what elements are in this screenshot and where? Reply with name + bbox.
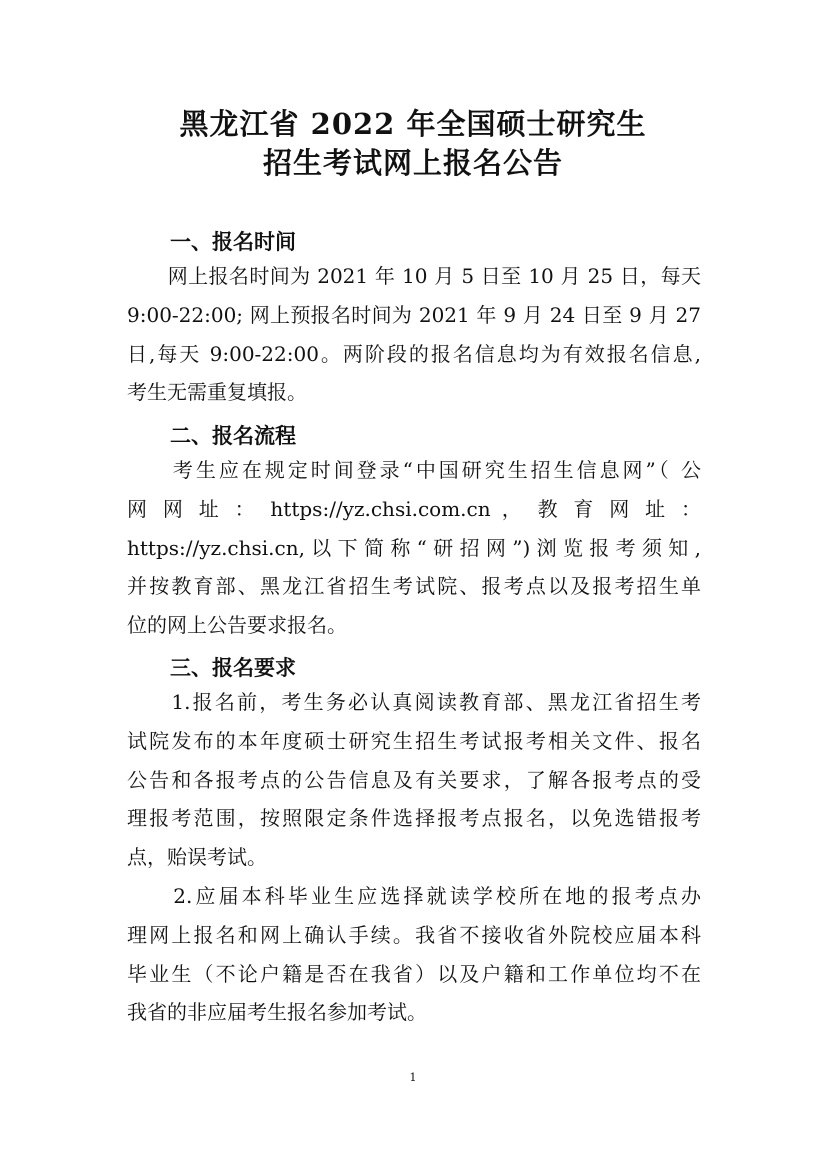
document-title-line-1: 黑龙江省 2022 年全国硕士研究生 [179,107,647,141]
paragraph-line: 毕业生（不论户籍是否在我省）以及户籍和工作单位均不在 [127,961,701,986]
paragraph-line: 1.报名前，考生务必认真阅读教育部、黑龙江省招生考 [127,690,701,714]
document-title-line-2: 招生考试网上报名公告 [262,146,563,180]
paragraph-requirement-2 [127,877,701,1032]
paragraph-line: https://yz.chsi.cn,以下简称“研招网”)浏览报考须知, [127,535,701,560]
paragraph-line: 日,每天 9:00-22:00。两阶段的报名信息均为有效报名信息, [127,341,701,366]
paragraph-line: 点，贻误考试。 [127,845,267,870]
paragraph-registration-time [127,257,701,412]
paragraph-line: 公告和各报考点的公告信息及有关要求，了解各报考点的受 [127,767,701,792]
paragraph-line: 9:00-22:00; 网上预报名时间为 2021 年 9 月 24 日至 9 月 27 [127,302,701,327]
paragraph-line: 网 网 址 ： https://yz.chsi.com.cn ， 教 育 网 址 ： [127,496,701,521]
paragraph-registration-process [127,451,701,645]
paragraph-line: 试院发布的本年度硕士研究生招生考试报考相关文件、报名 [127,728,701,753]
paragraph-line: 理网上报名和网上确认手续。我省不接收省外院校应届本科 [127,922,701,947]
paragraph-line: 考生应在规定时间登录“中国研究生招生信息网”（ 公 [127,458,701,482]
paragraph-line: 我省的非应届考生报名参加考试。 [127,1000,427,1025]
section-heading-registration-time: 一、报名时间 [170,230,296,254]
paragraph-line: 理报考范围，按照限定条件选择报考点报名，以免选错报考 [127,806,701,831]
section-heading-registration-requirements: 三、报名要求 [170,656,296,680]
paragraph-line: 位的网上公告要求报名。 [127,613,347,638]
paragraph-line: 2.应届本科毕业生应选择就读学校所在地的报考点办 [127,884,701,908]
paragraph-line: 考生无需重复填报。 [127,380,307,405]
paragraph-line: 网上报名时间为 2021 年 10 月 5 日至 10 月 25 日，每天 [127,264,701,288]
paragraph-requirement-1 [127,683,701,877]
paragraph-line: 并按教育部、黑龙江省招生考试院、报考点以及报考招生单 [127,574,701,599]
page-number: 1 [409,1071,417,1084]
section-heading-registration-process: 二、报名流程 [170,424,296,448]
